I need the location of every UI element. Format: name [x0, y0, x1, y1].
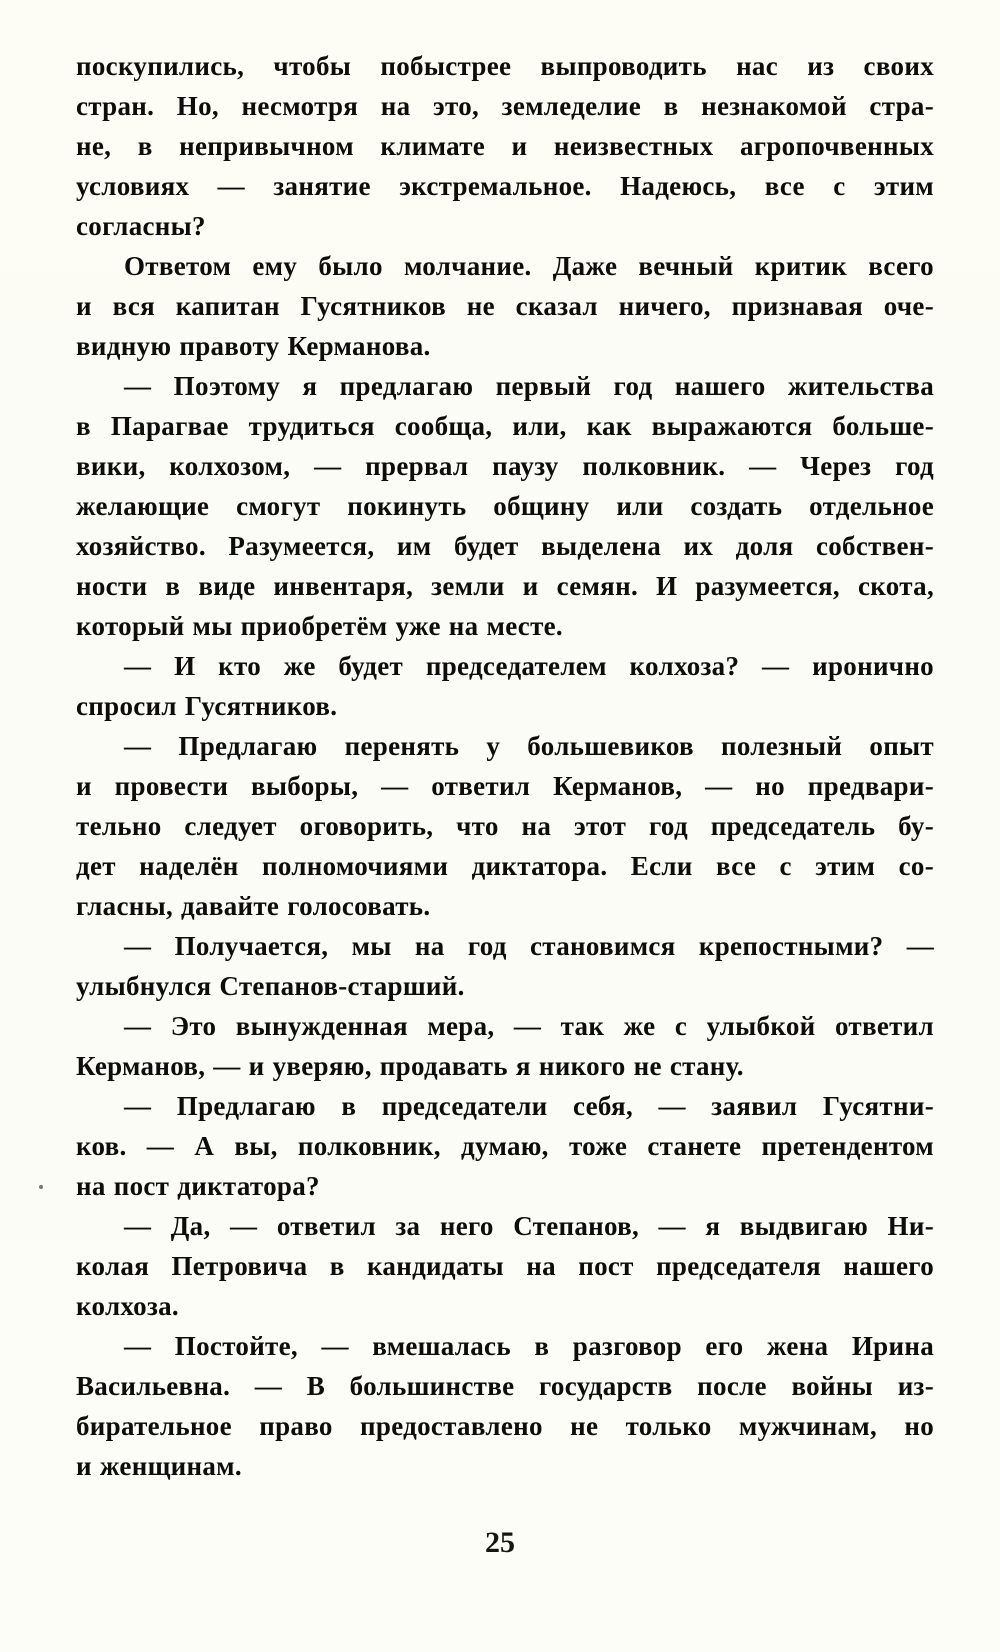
text-line: бирательное право предоставлено не только мужчинам, но [76, 1411, 934, 1441]
text-line: — Получается, мы на год становимся крепостными? — [124, 931, 934, 961]
text-line: — Предлагаю перенять у большевиков полезный опыт [124, 731, 934, 761]
text-line: стран. Но, несмотря на это, земледелие в незнакомой стра- [76, 91, 934, 121]
text-line: который мы приобретём уже на месте. [76, 611, 563, 641]
text-line: согласны? [76, 211, 206, 241]
text-line: — Постойте, — вмешалась в разговор его жена Ирина [124, 1331, 934, 1361]
text-line: и провести выборы, — ответил Керманов, — но предвари- [76, 771, 934, 801]
text-line: на пост диктатора? [76, 1171, 320, 1201]
text-line: и вся капитан Гусятников не сказал ничего, признавая оче- [76, 291, 934, 321]
text-line: видную правоту Керманова. [76, 331, 431, 361]
text-line: колхоза. [76, 1291, 179, 1321]
text-line: — Предлагаю в председатели себя, — заявил Гусятни- [124, 1091, 934, 1121]
text-line: спросил Гусятников. [76, 691, 338, 721]
text-line: тельно следует оговорить, что на этот год председатель бу- [76, 811, 934, 841]
text-line: условиях — занятие экстремальное. Надеюсь, все с этим [76, 171, 934, 201]
page-text [76, 46, 934, 1486]
text-line: в Парагвае трудиться сообща, или, как выражаются больше- [76, 411, 934, 441]
text-line: ков. — А вы, полковник, думаю, тоже станете претендентом [76, 1131, 934, 1161]
text-line: Васильевна. — В большинстве государств после войны из- [76, 1371, 934, 1401]
text-line: хозяйство. Разумеется, им будет выделена их доля собствен- [76, 531, 934, 561]
text-line: и женщинам. [76, 1451, 242, 1481]
page-number: 25 [485, 1526, 515, 1559]
text-line: — И кто же будет председателем колхоза? — иронично [124, 651, 934, 681]
text-line: — Это вынужденная мера, — так же с улыбкой ответил [124, 1011, 934, 1041]
text-line: ности в виде инвентаря, земли и семян. И разумеется, скота, [76, 571, 934, 601]
text-line: поскупились, чтобы побыстрее выпроводить нас из своих [76, 51, 934, 81]
text-line: колая Петровича в кандидаты на пост председателя нашего [76, 1251, 934, 1281]
text-line: — Поэтому я предлагаю первый год нашего жительства [124, 371, 934, 401]
text-line: улыбнулся Степанов-старший. [76, 971, 465, 1001]
text-line: дет наделён полномочиями диктатора. Если все с этим со- [76, 851, 934, 881]
text-line: Ответом ему было молчание. Даже вечный критик всего [124, 251, 934, 281]
text-line: — Да, — ответил за него Степанов, — я выдвигаю Ни- [124, 1211, 934, 1241]
scan-speck [39, 1185, 43, 1189]
text-line: желающие смогут покинуть общину или создать отдельное [76, 491, 934, 521]
text-line: Керманов, — и уверяю, продавать я никого не стану. [76, 1051, 744, 1081]
text-line: вики, колхозом, — прервал паузу полковник. — Через год [76, 451, 934, 481]
text-line: не, в непривычном климате и неизвестных агропочвенных [76, 131, 934, 161]
text-line: гласны, давайте голосовать. [76, 891, 431, 921]
